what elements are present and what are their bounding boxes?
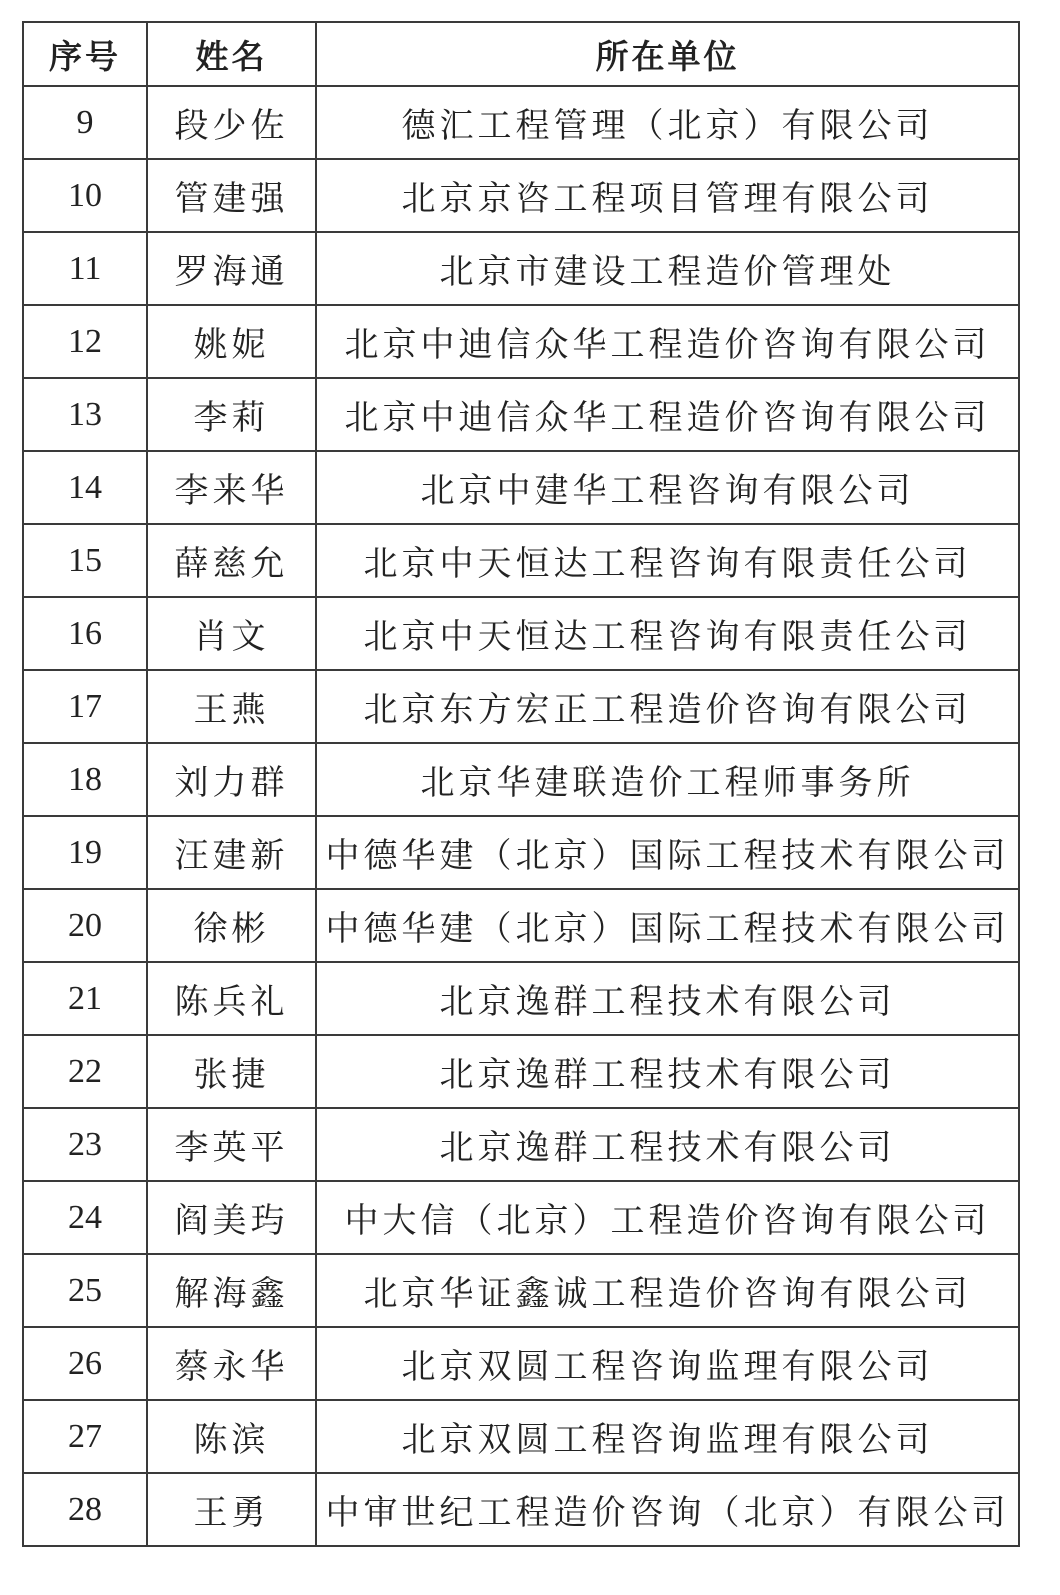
row-number: 16 bbox=[23, 597, 147, 670]
table-row bbox=[23, 305, 1019, 378]
row-unit: 中大信（北京）工程造价咨询有限公司 bbox=[316, 1181, 1019, 1254]
row-unit: 北京双圆工程咨询监理有限公司 bbox=[316, 1400, 1019, 1473]
row-name: 肖文 bbox=[147, 597, 316, 670]
row-name: 李莉 bbox=[147, 378, 316, 451]
row-unit: 北京中天恒达工程咨询有限责任公司 bbox=[316, 524, 1019, 597]
row-number: 9 bbox=[23, 86, 147, 159]
table-row bbox=[23, 889, 1019, 962]
row-number: 22 bbox=[23, 1035, 147, 1108]
row-unit: 北京双圆工程咨询监理有限公司 bbox=[316, 1327, 1019, 1400]
row-number: 10 bbox=[23, 159, 147, 232]
table-row bbox=[23, 1108, 1019, 1181]
row-number: 20 bbox=[23, 889, 147, 962]
row-name: 王勇 bbox=[147, 1473, 316, 1546]
row-number: 12 bbox=[23, 305, 147, 378]
row-unit: 北京华建联造价工程师事务所 bbox=[316, 743, 1019, 816]
row-name: 陈滨 bbox=[147, 1400, 316, 1473]
table-row bbox=[23, 1327, 1019, 1400]
row-name: 王燕 bbox=[147, 670, 316, 743]
header-unit: 所在单位 bbox=[316, 22, 1019, 86]
table-row bbox=[23, 1473, 1019, 1546]
row-name: 罗海通 bbox=[147, 232, 316, 305]
table-row bbox=[23, 962, 1019, 1035]
row-number: 25 bbox=[23, 1254, 147, 1327]
row-unit: 中德华建（北京）国际工程技术有限公司 bbox=[316, 816, 1019, 889]
row-name: 姚妮 bbox=[147, 305, 316, 378]
row-name: 陈兵礼 bbox=[147, 962, 316, 1035]
row-unit: 北京逸群工程技术有限公司 bbox=[316, 1035, 1019, 1108]
row-number: 17 bbox=[23, 670, 147, 743]
row-unit: 北京市建设工程造价管理处 bbox=[316, 232, 1019, 305]
header-number: 序号 bbox=[23, 22, 147, 86]
row-unit: 北京逸群工程技术有限公司 bbox=[316, 962, 1019, 1035]
table-row bbox=[23, 597, 1019, 670]
row-number: 24 bbox=[23, 1181, 147, 1254]
row-unit: 德汇工程管理（北京）有限公司 bbox=[316, 86, 1019, 159]
row-name: 汪建新 bbox=[147, 816, 316, 889]
row-number: 26 bbox=[23, 1327, 147, 1400]
row-name: 管建强 bbox=[147, 159, 316, 232]
row-name: 李来华 bbox=[147, 451, 316, 524]
table-row bbox=[23, 232, 1019, 305]
row-number: 15 bbox=[23, 524, 147, 597]
table-row bbox=[23, 1400, 1019, 1473]
table-row bbox=[23, 378, 1019, 451]
table-row bbox=[23, 86, 1019, 159]
row-name: 解海鑫 bbox=[147, 1254, 316, 1327]
table-row bbox=[23, 670, 1019, 743]
row-number: 23 bbox=[23, 1108, 147, 1181]
table-row bbox=[23, 743, 1019, 816]
row-unit: 北京中建华工程咨询有限公司 bbox=[316, 451, 1019, 524]
table-header bbox=[23, 22, 1019, 86]
table-row bbox=[23, 1035, 1019, 1108]
row-name: 薛慈允 bbox=[147, 524, 316, 597]
row-unit: 北京东方宏正工程造价咨询有限公司 bbox=[316, 670, 1019, 743]
row-name: 蔡永华 bbox=[147, 1327, 316, 1400]
row-number: 18 bbox=[23, 743, 147, 816]
row-unit: 北京中天恒达工程咨询有限责任公司 bbox=[316, 597, 1019, 670]
roster-table-container bbox=[22, 21, 1018, 1547]
table-row bbox=[23, 1181, 1019, 1254]
header-row bbox=[23, 22, 1019, 86]
row-unit: 北京中迪信众华工程造价咨询有限公司 bbox=[316, 378, 1019, 451]
row-number: 14 bbox=[23, 451, 147, 524]
row-unit: 中审世纪工程造价咨询（北京）有限公司 bbox=[316, 1473, 1019, 1546]
table-row bbox=[23, 451, 1019, 524]
row-name: 李英平 bbox=[147, 1108, 316, 1181]
row-name: 张捷 bbox=[147, 1035, 316, 1108]
table-body bbox=[23, 86, 1019, 1546]
row-unit: 北京华证鑫诚工程造价咨询有限公司 bbox=[316, 1254, 1019, 1327]
row-number: 19 bbox=[23, 816, 147, 889]
row-number: 28 bbox=[23, 1473, 147, 1546]
table-row bbox=[23, 1254, 1019, 1327]
row-number: 11 bbox=[23, 232, 147, 305]
row-name: 阎美玙 bbox=[147, 1181, 316, 1254]
table-row bbox=[23, 524, 1019, 597]
roster-table bbox=[22, 21, 1020, 1547]
row-unit: 北京中迪信众华工程造价咨询有限公司 bbox=[316, 305, 1019, 378]
row-name: 段少佐 bbox=[147, 86, 316, 159]
table-row bbox=[23, 816, 1019, 889]
row-name: 刘力群 bbox=[147, 743, 316, 816]
row-number: 21 bbox=[23, 962, 147, 1035]
table-row bbox=[23, 159, 1019, 232]
row-number: 27 bbox=[23, 1400, 147, 1473]
header-name: 姓名 bbox=[147, 22, 316, 86]
row-unit: 中德华建（北京）国际工程技术有限公司 bbox=[316, 889, 1019, 962]
row-number: 13 bbox=[23, 378, 147, 451]
row-unit: 北京逸群工程技术有限公司 bbox=[316, 1108, 1019, 1181]
row-name: 徐彬 bbox=[147, 889, 316, 962]
row-unit: 北京京咨工程项目管理有限公司 bbox=[316, 159, 1019, 232]
